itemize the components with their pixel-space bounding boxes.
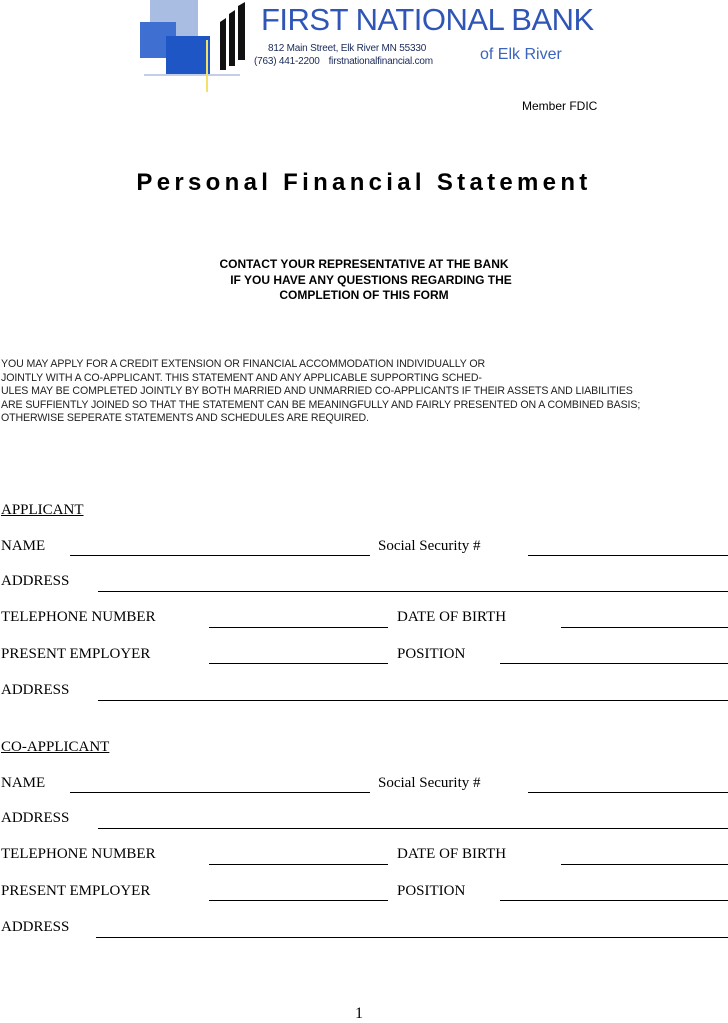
applicant-dob-field[interactable] (561, 607, 728, 628)
applicant-position-label: POSITION (397, 646, 466, 662)
page-title: Personal Financial Statement (136, 169, 592, 196)
applicant-telephone-label: TELEPHONE NUMBER (1, 609, 156, 625)
applicant-employer-field[interactable] (209, 643, 388, 664)
co-applicant-dob-field[interactable] (561, 844, 728, 865)
bank-phone: (763) 441-2200 (254, 56, 320, 67)
applicant-employer-address-field[interactable] (98, 680, 728, 701)
contact-notice-line: IF YOU HAVE ANY QUESTIONS REGARDING THE (230, 272, 512, 287)
co-applicant-position-label: POSITION (397, 883, 466, 899)
applicant-name-label: NAME (1, 538, 46, 554)
co-applicant-employer-label: PRESENT EMPLOYER (1, 883, 151, 899)
applicant-employer-label: PRESENT EMPLOYER (1, 646, 151, 662)
disclaimer (1, 358, 728, 426)
applicant-employer-address-label: ADDRESS (1, 682, 70, 698)
co-applicant-address-label: ADDRESS (1, 810, 70, 826)
disclaimer-line: YOU MAY APPLY FOR A CREDIT EXTENSION OR FINANCIAL ACCOMMODATION INDIVIDUALLY OR (1, 358, 486, 370)
co-applicant-position-field[interactable] (500, 880, 728, 901)
applicant-name-field[interactable] (70, 535, 370, 556)
contact-notice-line: COMPLETION OF THIS FORM (279, 288, 449, 302)
page-number: 1 (355, 1005, 363, 1022)
contact-notice (0, 257, 728, 304)
contact-notice-line: CONTACT YOUR REPRESENTATIVE AT THE BANK (219, 257, 509, 271)
co-applicant-name-label: NAME (1, 775, 46, 791)
co-applicant-employer-address-label: ADDRESS (1, 919, 70, 935)
member-fdic: Member FDIC (522, 99, 598, 113)
applicant-address-label: ADDRESS (1, 573, 70, 589)
co-applicant-telephone-label: TELEPHONE NUMBER (1, 846, 156, 862)
co-applicant-ssn-field[interactable] (528, 772, 728, 793)
applicant-position-field[interactable] (500, 643, 728, 664)
co-applicant-employer-address-field[interactable] (96, 917, 728, 938)
disclaimer-line: ARE SUFFIENTLY JOINED SO THAT THE STATEMENT CAN BE MEANINGFULLY AND FAIRLY PRESENTED ON A COMBINED BASIS; (1, 398, 641, 411)
bank-website: firstnationalfinancial.com (328, 56, 433, 67)
applicant-address-field[interactable] (98, 571, 728, 592)
bank-city-line: of Elk River (480, 46, 562, 63)
bank-logo-icon (140, 0, 256, 92)
disclaimer-line: OTHERWISE SEPERATE STATEMENTS AND SCHEDULES ARE REQUIRED. (1, 412, 369, 424)
bank-contact (254, 56, 433, 67)
co-applicant-telephone-field[interactable] (209, 844, 388, 865)
bank-name: FIRST NATIONAL BANK (261, 2, 594, 37)
co-applicant-ssn-label: Social Security # (378, 775, 481, 791)
co-applicant-address-field[interactable] (98, 808, 728, 829)
bank-address: 812 Main Street, Elk River MN 55330 (268, 43, 427, 54)
applicant-dob-label: DATE OF BIRTH (397, 609, 507, 625)
applicant-ssn-label: Social Security # (378, 538, 481, 554)
co-applicant-name-field[interactable] (70, 772, 370, 793)
co-applicant-heading: CO-APPLICANT (1, 739, 110, 755)
applicant-heading: APPLICANT (1, 502, 84, 518)
disclaimer-line: JOINTLY WITH A CO-APPLICANT. THIS STATEMENT AND ANY APPLICABLE SUPPORTING SCHED- (1, 371, 482, 384)
applicant-telephone-field[interactable] (209, 607, 388, 628)
co-applicant-employer-field[interactable] (209, 880, 388, 901)
applicant-ssn-field[interactable] (528, 535, 728, 556)
co-applicant-dob-label: DATE OF BIRTH (397, 846, 507, 862)
disclaimer-line: ULES MAY BE COMPLETED JOINTLY BY BOTH MARRIED AND UNMARRIED CO-APPLICANTS IF THEIR ASSETS AND LIABILITIES (1, 385, 633, 397)
